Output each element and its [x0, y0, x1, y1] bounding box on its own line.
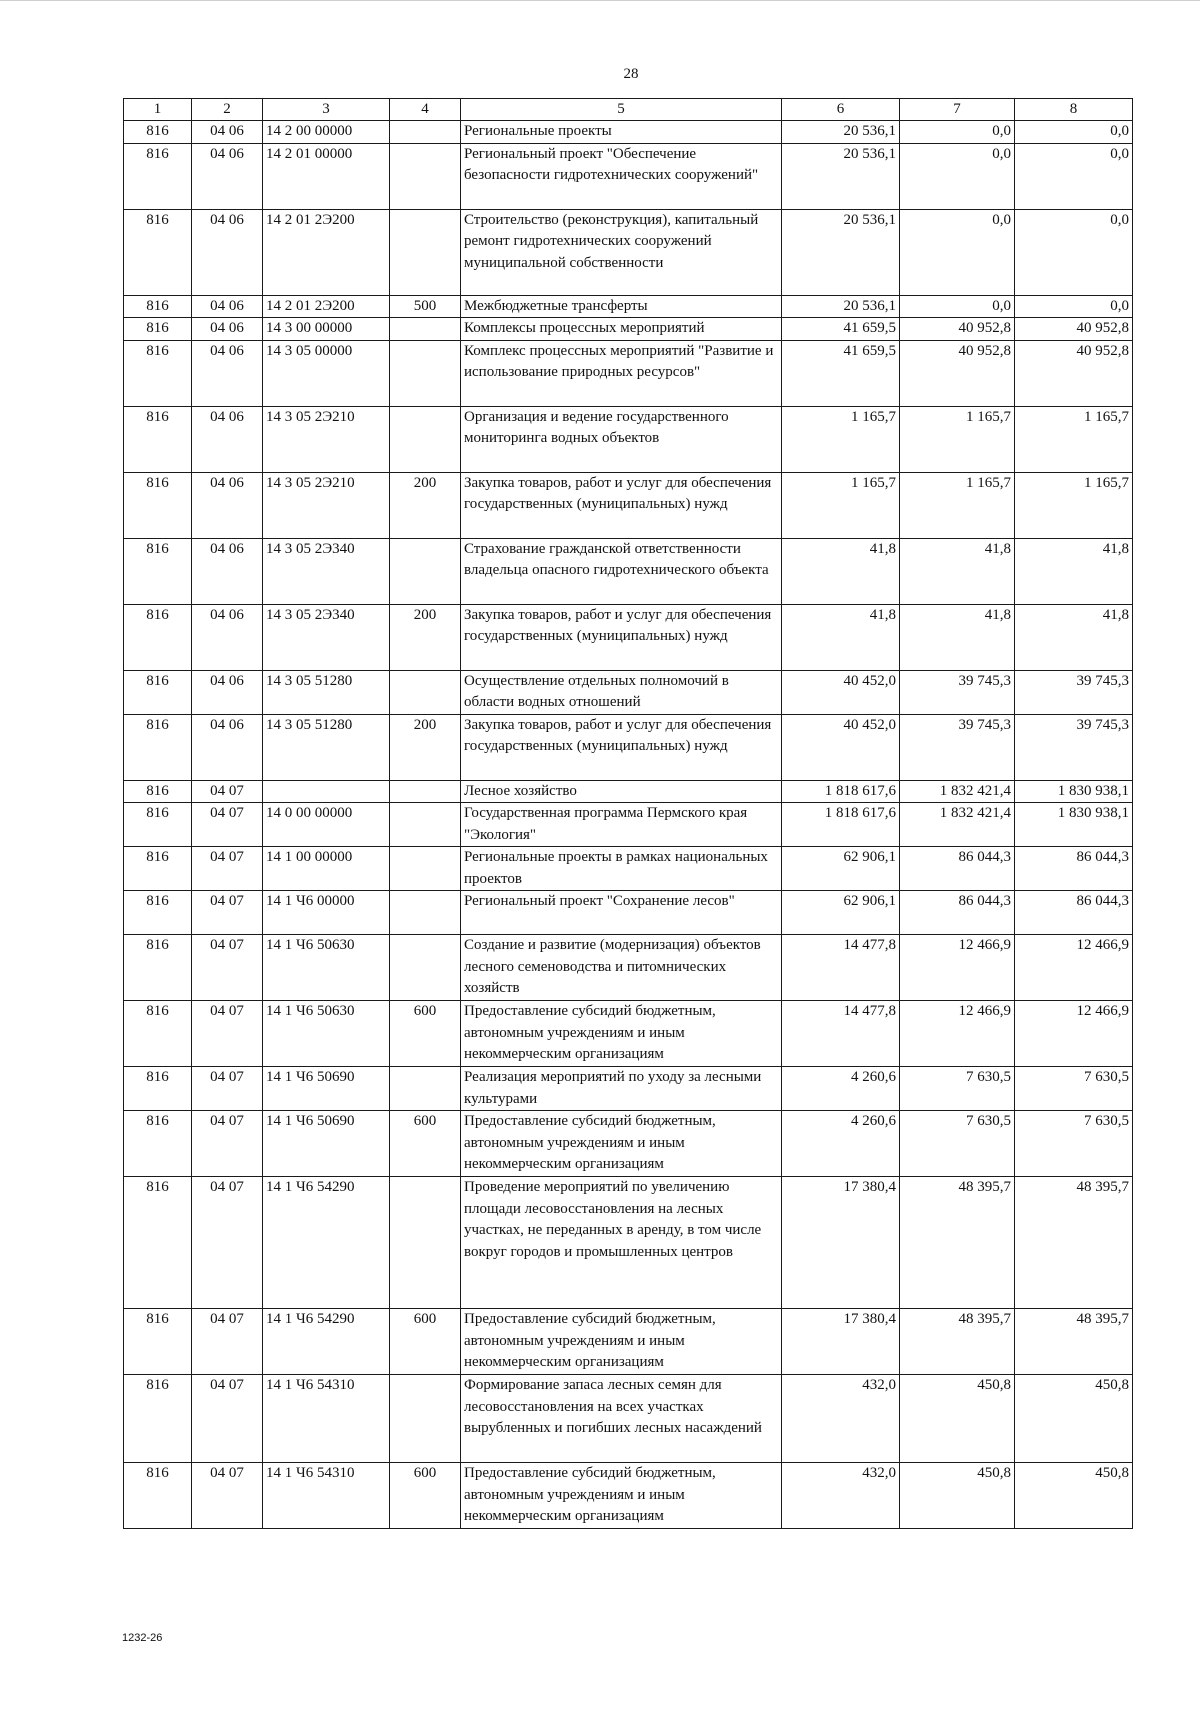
cell-expense-type	[390, 780, 461, 803]
cell-expense-type	[390, 891, 461, 935]
cell-expense-type	[390, 1375, 461, 1463]
table-header-row	[124, 99, 1133, 121]
cell-amount-year1: 432,0	[782, 1375, 900, 1463]
cell-amount-year3: 40 952,8	[1015, 318, 1133, 341]
cell-section: 04 07	[192, 780, 263, 803]
cell-amount-year3: 39 745,3	[1015, 714, 1133, 780]
footer-document-code: 1232-26	[122, 1632, 163, 1644]
cell-grbs: 816	[124, 935, 192, 1001]
cell-amount-year2: 450,8	[900, 1375, 1015, 1463]
cell-name: Комплексы процессных мероприятий	[461, 318, 782, 341]
cell-amount-year3: 450,8	[1015, 1463, 1133, 1529]
cell-section: 04 06	[192, 121, 263, 144]
cell-section: 04 06	[192, 670, 263, 714]
cell-expense-type	[390, 406, 461, 472]
table-row	[124, 538, 1133, 604]
cell-amount-year2: 0,0	[900, 295, 1015, 318]
cell-target-article: 14 2 01 2Э200	[263, 295, 390, 318]
cell-expense-type	[390, 1177, 461, 1309]
budget-table-container	[123, 98, 1133, 1529]
cell-name: Предоставление субсидий бюджетным, автономным учреждениям и иным некоммерческим организациям	[461, 1111, 782, 1177]
cell-target-article: 14 1 Ч6 00000	[263, 891, 390, 935]
cell-amount-year3: 1 830 938,1	[1015, 803, 1133, 847]
cell-name: Предоставление субсидий бюджетным, автономным учреждениям и иным некоммерческим организациям	[461, 1463, 782, 1529]
cell-expense-type: 600	[390, 1001, 461, 1067]
cell-name: Государственная программа Пермского края "Экология"	[461, 803, 782, 847]
table-row	[124, 1067, 1133, 1111]
cell-target-article: 14 3 05 51280	[263, 670, 390, 714]
cell-section: 04 06	[192, 143, 263, 209]
cell-amount-year1: 20 536,1	[782, 143, 900, 209]
cell-grbs: 816	[124, 295, 192, 318]
cell-amount-year1: 4 260,6	[782, 1067, 900, 1111]
cell-name: Межбюджетные трансферты	[461, 295, 782, 318]
cell-expense-type	[390, 1067, 461, 1111]
table-row	[124, 121, 1133, 144]
column-header: 2	[192, 99, 263, 121]
cell-name: Формирование запаса лесных семян для лесовосстановления на всех участках вырубленных и погибших лесных насаждений	[461, 1375, 782, 1463]
cell-name: Реализация мероприятий по уходу за лесными культурами	[461, 1067, 782, 1111]
table-row	[124, 1111, 1133, 1177]
cell-section: 04 06	[192, 340, 263, 406]
cell-grbs: 816	[124, 538, 192, 604]
cell-amount-year1: 1 818 617,6	[782, 803, 900, 847]
cell-grbs: 816	[124, 803, 192, 847]
cell-grbs: 816	[124, 143, 192, 209]
cell-amount-year1: 41,8	[782, 538, 900, 604]
cell-grbs: 816	[124, 340, 192, 406]
cell-name: Региональные проекты	[461, 121, 782, 144]
cell-name: Создание и развитие (модернизация) объектов лесного семеноводства и питомнических хозяйств	[461, 935, 782, 1001]
cell-expense-type: 200	[390, 714, 461, 780]
cell-name: Лесное хозяйство	[461, 780, 782, 803]
cell-amount-year1: 1 818 617,6	[782, 780, 900, 803]
cell-expense-type	[390, 803, 461, 847]
cell-amount-year1: 20 536,1	[782, 121, 900, 144]
table-row	[124, 340, 1133, 406]
cell-amount-year1: 41,8	[782, 604, 900, 670]
cell-amount-year3: 39 745,3	[1015, 670, 1133, 714]
cell-name: Закупка товаров, работ и услуг для обеспечения государственных (муниципальных) нужд	[461, 714, 782, 780]
cell-amount-year3: 86 044,3	[1015, 847, 1133, 891]
column-header: 8	[1015, 99, 1133, 121]
cell-name: Закупка товаров, работ и услуг для обеспечения государственных (муниципальных) нужд	[461, 472, 782, 538]
cell-target-article: 14 3 00 00000	[263, 318, 390, 341]
cell-amount-year2: 48 395,7	[900, 1309, 1015, 1375]
cell-target-article: 14 3 05 2Э340	[263, 538, 390, 604]
cell-amount-year2: 1 832 421,4	[900, 803, 1015, 847]
cell-amount-year3: 48 395,7	[1015, 1309, 1133, 1375]
cell-amount-year2: 39 745,3	[900, 714, 1015, 780]
cell-section: 04 06	[192, 406, 263, 472]
cell-expense-type: 600	[390, 1309, 461, 1375]
cell-expense-type: 600	[390, 1463, 461, 1529]
cell-amount-year2: 7 630,5	[900, 1111, 1015, 1177]
cell-grbs: 816	[124, 670, 192, 714]
cell-amount-year3: 1 830 938,1	[1015, 780, 1133, 803]
cell-amount-year2: 7 630,5	[900, 1067, 1015, 1111]
cell-amount-year2: 40 952,8	[900, 340, 1015, 406]
cell-target-article: 14 1 Ч6 54290	[263, 1309, 390, 1375]
cell-name: Региональный проект "Сохранение лесов"	[461, 891, 782, 935]
cell-amount-year3: 1 165,7	[1015, 406, 1133, 472]
table-row	[124, 209, 1133, 295]
table-row	[124, 1309, 1133, 1375]
cell-amount-year3: 0,0	[1015, 209, 1133, 295]
cell-section: 04 06	[192, 318, 263, 341]
cell-expense-type	[390, 847, 461, 891]
table-row	[124, 472, 1133, 538]
cell-amount-year2: 12 466,9	[900, 935, 1015, 1001]
cell-target-article: 14 3 05 51280	[263, 714, 390, 780]
cell-amount-year1: 40 452,0	[782, 714, 900, 780]
cell-grbs: 816	[124, 1309, 192, 1375]
cell-name: Страхование гражданской ответственности владельца опасного гидротехнического объекта	[461, 538, 782, 604]
table-row	[124, 1463, 1133, 1529]
cell-target-article: 14 3 05 2Э210	[263, 406, 390, 472]
cell-expense-type	[390, 209, 461, 295]
cell-amount-year2: 12 466,9	[900, 1001, 1015, 1067]
cell-target-article: 14 1 Ч6 50690	[263, 1111, 390, 1177]
cell-amount-year3: 48 395,7	[1015, 1177, 1133, 1309]
budget-table	[123, 98, 1133, 1529]
cell-amount-year1: 62 906,1	[782, 891, 900, 935]
cell-expense-type	[390, 340, 461, 406]
cell-amount-year3: 40 952,8	[1015, 340, 1133, 406]
cell-target-article: 14 2 00 00000	[263, 121, 390, 144]
cell-amount-year2: 39 745,3	[900, 670, 1015, 714]
cell-amount-year3: 0,0	[1015, 295, 1133, 318]
cell-target-article: 14 2 01 2Э200	[263, 209, 390, 295]
table-row	[124, 604, 1133, 670]
cell-amount-year1: 432,0	[782, 1463, 900, 1529]
cell-section: 04 07	[192, 1375, 263, 1463]
cell-grbs: 816	[124, 209, 192, 295]
cell-grbs: 816	[124, 1375, 192, 1463]
column-header: 1	[124, 99, 192, 121]
cell-expense-type	[390, 935, 461, 1001]
column-header: 4	[390, 99, 461, 121]
cell-target-article: 14 1 Ч6 50690	[263, 1067, 390, 1111]
cell-amount-year2: 41,8	[900, 604, 1015, 670]
cell-target-article: 14 1 Ч6 50630	[263, 1001, 390, 1067]
cell-amount-year1: 41 659,5	[782, 318, 900, 341]
cell-grbs: 816	[124, 318, 192, 341]
cell-grbs: 816	[124, 121, 192, 144]
cell-name: Осуществление отдельных полномочий в области водных отношений	[461, 670, 782, 714]
column-header: 7	[900, 99, 1015, 121]
cell-section: 04 06	[192, 472, 263, 538]
table-row	[124, 670, 1133, 714]
cell-expense-type	[390, 143, 461, 209]
cell-grbs: 816	[124, 891, 192, 935]
cell-target-article	[263, 780, 390, 803]
cell-amount-year1: 1 165,7	[782, 406, 900, 472]
cell-target-article: 14 2 01 00000	[263, 143, 390, 209]
cell-section: 04 06	[192, 538, 263, 604]
cell-grbs: 816	[124, 406, 192, 472]
table-row	[124, 891, 1133, 935]
cell-grbs: 816	[124, 847, 192, 891]
table-body	[124, 99, 1133, 1529]
cell-expense-type: 200	[390, 472, 461, 538]
cell-grbs: 816	[124, 604, 192, 670]
cell-amount-year3: 7 630,5	[1015, 1111, 1133, 1177]
cell-expense-type	[390, 670, 461, 714]
table-row	[124, 1375, 1133, 1463]
cell-expense-type: 600	[390, 1111, 461, 1177]
page-number: 28	[623, 66, 639, 82]
cell-amount-year2: 0,0	[900, 121, 1015, 144]
cell-grbs: 816	[124, 1463, 192, 1529]
cell-expense-type	[390, 121, 461, 144]
cell-name: Предоставление субсидий бюджетным, автономным учреждениям и иным некоммерческим организациям	[461, 1309, 782, 1375]
table-row	[124, 780, 1133, 803]
cell-amount-year2: 1 165,7	[900, 472, 1015, 538]
cell-grbs: 816	[124, 714, 192, 780]
cell-amount-year1: 62 906,1	[782, 847, 900, 891]
cell-section: 04 07	[192, 1001, 263, 1067]
cell-section: 04 06	[192, 714, 263, 780]
cell-amount-year2: 1 832 421,4	[900, 780, 1015, 803]
cell-grbs: 816	[124, 780, 192, 803]
cell-target-article: 14 1 Ч6 54290	[263, 1177, 390, 1309]
cell-target-article: 14 3 05 2Э210	[263, 472, 390, 538]
cell-target-article: 14 3 05 2Э340	[263, 604, 390, 670]
cell-name: Предоставление субсидий бюджетным, автономным учреждениям и иным некоммерческим организациям	[461, 1001, 782, 1067]
cell-target-article: 14 0 00 00000	[263, 803, 390, 847]
cell-name: Организация и ведение государственного мониторинга водных объектов	[461, 406, 782, 472]
cell-name: Закупка товаров, работ и услуг для обеспечения государственных (муниципальных) нужд	[461, 604, 782, 670]
cell-amount-year1: 14 477,8	[782, 935, 900, 1001]
cell-amount-year1: 20 536,1	[782, 295, 900, 318]
cell-amount-year2: 86 044,3	[900, 891, 1015, 935]
cell-name: Комплекс процессных мероприятий "Развитие и использование природных ресурсов"	[461, 340, 782, 406]
cell-target-article: 14 1 Ч6 54310	[263, 1375, 390, 1463]
cell-section: 04 07	[192, 1111, 263, 1177]
cell-section: 04 07	[192, 891, 263, 935]
cell-amount-year3: 7 630,5	[1015, 1067, 1133, 1111]
table-row	[124, 295, 1133, 318]
cell-section: 04 06	[192, 295, 263, 318]
cell-amount-year2: 40 952,8	[900, 318, 1015, 341]
cell-amount-year2: 48 395,7	[900, 1177, 1015, 1309]
cell-grbs: 816	[124, 1001, 192, 1067]
cell-grbs: 816	[124, 1067, 192, 1111]
cell-amount-year3: 0,0	[1015, 121, 1133, 144]
cell-amount-year3: 0,0	[1015, 143, 1133, 209]
cell-target-article: 14 1 Ч6 54310	[263, 1463, 390, 1529]
cell-amount-year3: 86 044,3	[1015, 891, 1133, 935]
cell-section: 04 07	[192, 1067, 263, 1111]
cell-section: 04 07	[192, 1463, 263, 1529]
cell-section: 04 07	[192, 847, 263, 891]
cell-grbs: 816	[124, 1111, 192, 1177]
cell-target-article: 14 1 Ч6 50630	[263, 935, 390, 1001]
column-header: 6	[782, 99, 900, 121]
cell-amount-year1: 1 165,7	[782, 472, 900, 538]
column-header: 5	[461, 99, 782, 121]
cell-expense-type: 200	[390, 604, 461, 670]
cell-name: Региональные проекты в рамках национальных проектов	[461, 847, 782, 891]
cell-amount-year1: 14 477,8	[782, 1001, 900, 1067]
cell-amount-year2: 0,0	[900, 209, 1015, 295]
cell-amount-year3: 41,8	[1015, 604, 1133, 670]
table-row	[124, 1177, 1133, 1309]
cell-expense-type	[390, 318, 461, 341]
column-header: 3	[263, 99, 390, 121]
table-row	[124, 406, 1133, 472]
cell-amount-year3: 12 466,9	[1015, 1001, 1133, 1067]
cell-target-article: 14 1 00 00000	[263, 847, 390, 891]
cell-target-article: 14 3 05 00000	[263, 340, 390, 406]
cell-amount-year1: 17 380,4	[782, 1309, 900, 1375]
cell-section: 04 07	[192, 935, 263, 1001]
cell-section: 04 06	[192, 209, 263, 295]
cell-grbs: 816	[124, 1177, 192, 1309]
cell-amount-year1: 20 536,1	[782, 209, 900, 295]
cell-expense-type: 500	[390, 295, 461, 318]
cell-expense-type	[390, 538, 461, 604]
table-row	[124, 714, 1133, 780]
cell-amount-year3: 450,8	[1015, 1375, 1133, 1463]
cell-amount-year1: 41 659,5	[782, 340, 900, 406]
cell-section: 04 06	[192, 604, 263, 670]
cell-name: Строительство (реконструкция), капитальный ремонт гидротехнических сооружений муниципальной собственности	[461, 209, 782, 295]
cell-amount-year2: 1 165,7	[900, 406, 1015, 472]
cell-amount-year3: 41,8	[1015, 538, 1133, 604]
cell-amount-year2: 0,0	[900, 143, 1015, 209]
page-top-edge	[0, 0, 1200, 1]
cell-amount-year3: 12 466,9	[1015, 935, 1133, 1001]
cell-section: 04 07	[192, 1309, 263, 1375]
cell-amount-year1: 4 260,6	[782, 1111, 900, 1177]
table-row	[124, 803, 1133, 847]
cell-amount-year2: 450,8	[900, 1463, 1015, 1529]
cell-amount-year2: 41,8	[900, 538, 1015, 604]
table-row	[124, 1001, 1133, 1067]
cell-amount-year3: 1 165,7	[1015, 472, 1133, 538]
cell-name: Проведение мероприятий по увеличению площади лесовосстановления на лесных участках, не переданных в аренду, в том числе вокруг городов и промышленных центров	[461, 1177, 782, 1309]
cell-amount-year2: 86 044,3	[900, 847, 1015, 891]
cell-grbs: 816	[124, 472, 192, 538]
cell-amount-year1: 40 452,0	[782, 670, 900, 714]
table-row	[124, 847, 1133, 891]
cell-name: Региональный проект "Обеспечение безопасности гидротехнических сооружений"	[461, 143, 782, 209]
cell-section: 04 07	[192, 1177, 263, 1309]
table-row	[124, 143, 1133, 209]
table-row	[124, 318, 1133, 341]
cell-section: 04 07	[192, 803, 263, 847]
cell-amount-year1: 17 380,4	[782, 1177, 900, 1309]
table-row	[124, 935, 1133, 1001]
